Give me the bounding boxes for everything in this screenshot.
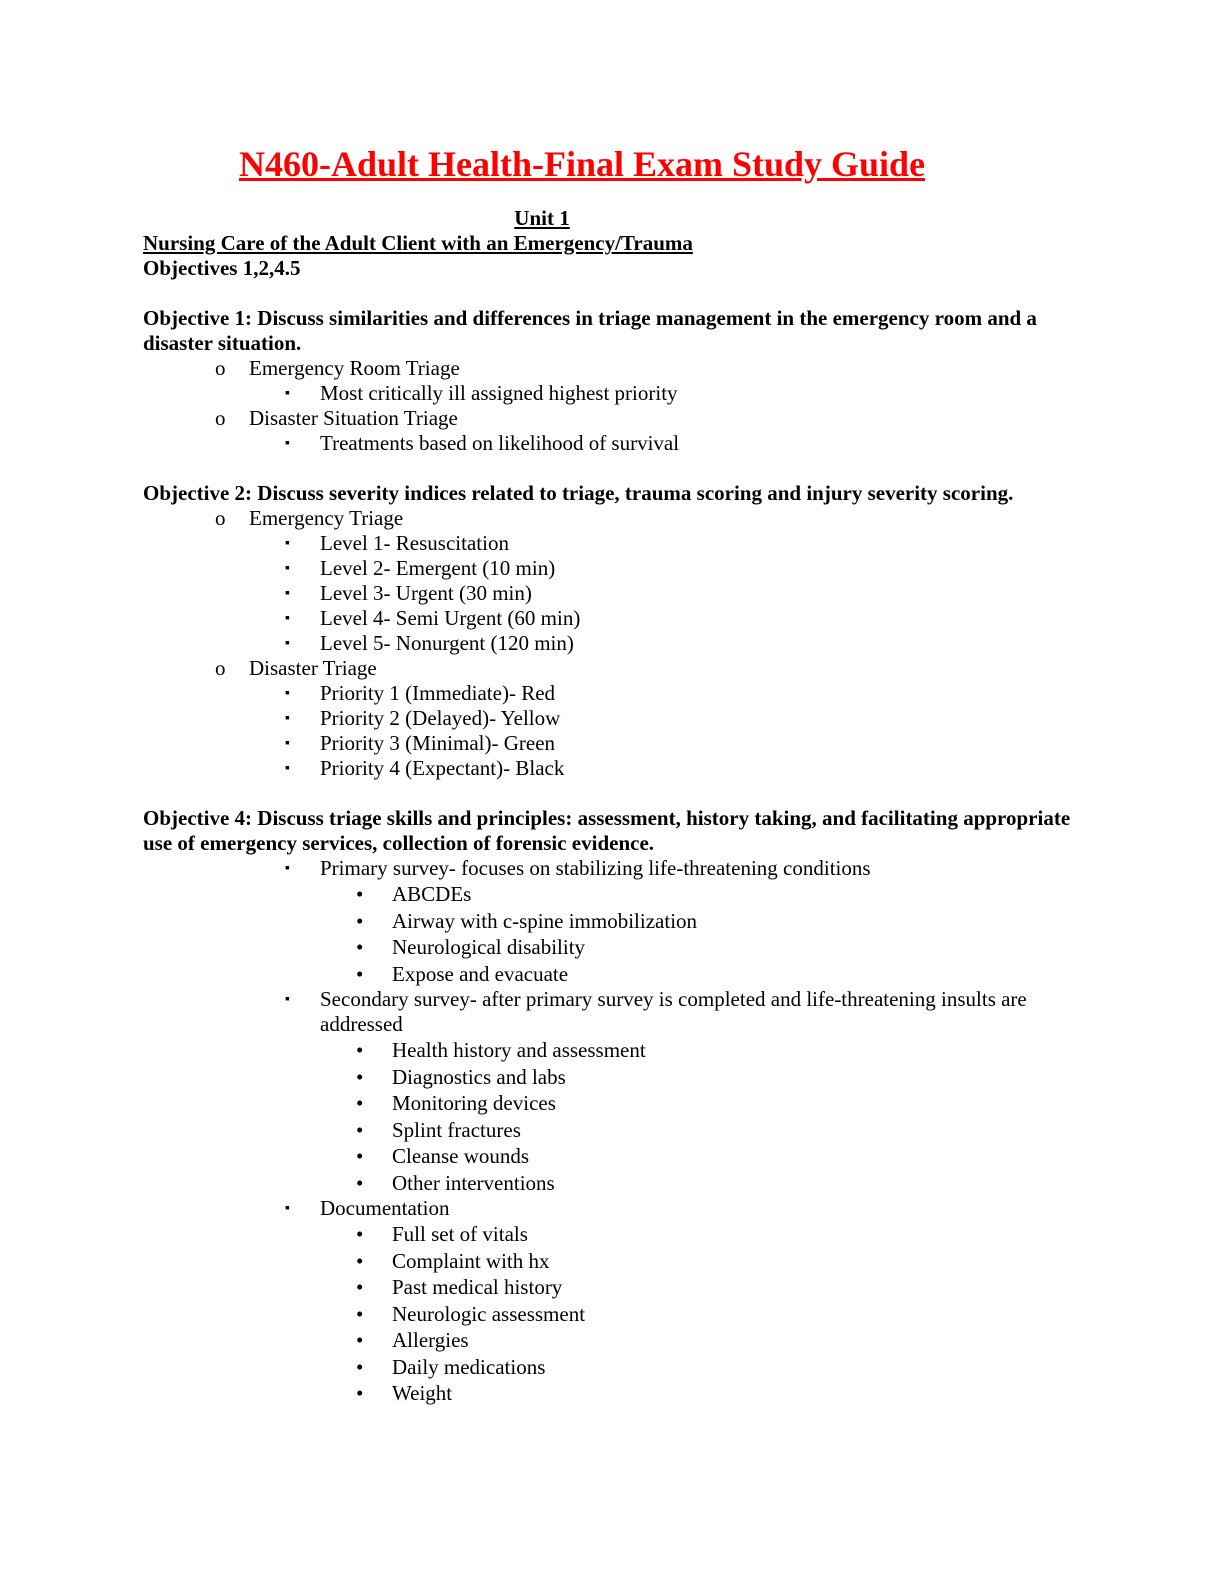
- list-item: • Allergies: [356, 1328, 469, 1352]
- list-item: • Monitoring devices: [356, 1091, 556, 1115]
- list-item: • Neurologic assessment: [356, 1301, 586, 1326]
- list-item: ▪ Most critically ill assigned highest priority: [285, 381, 678, 405]
- list-item: ▪ Treatments based on likelihood of survival: [285, 431, 680, 455]
- bullet-icon: •: [356, 1144, 364, 1168]
- list-item: • Other interventions: [356, 1170, 555, 1195]
- circle-bullet-icon: o: [215, 356, 226, 380]
- list-item: • Daily medications: [356, 1354, 546, 1379]
- bullet-icon: •: [356, 1381, 364, 1405]
- circle-bullet-icon: o: [215, 406, 226, 430]
- list-item: • Past medical history: [356, 1275, 563, 1299]
- list-item: ▪ Priority 1 (Immediate)- Red: [285, 681, 556, 705]
- square-bullet-icon: ▪: [285, 711, 290, 726]
- bullet-icon: •: [356, 1064, 364, 1089]
- bullet-icon: •: [356, 1038, 364, 1062]
- list-item: ▪ Priority 4 (Expectant)- Black: [285, 756, 565, 780]
- list-item: • Diagnostics and labs: [356, 1064, 566, 1089]
- page-title: N460-Adult Health-Final Exam Study Guide: [238, 144, 926, 184]
- circle-bullet-icon: o: [215, 506, 226, 530]
- list-item: ▪ Priority 2 (Delayed)- Yellow: [285, 706, 561, 730]
- list-item: • Weight: [356, 1381, 453, 1405]
- square-bullet-icon: ▪: [285, 536, 290, 551]
- list-item: ▪ Level 5- Nonurgent (120 min): [285, 631, 574, 655]
- square-bullet-icon: ▪: [285, 386, 290, 401]
- bullet-icon: •: [356, 1117, 364, 1142]
- list-item: • ABCDEs: [356, 882, 472, 906]
- document-page: [143, 140, 1083, 1407]
- bullet-icon: •: [356, 1328, 364, 1352]
- list-item: o Disaster Triage: [215, 656, 377, 680]
- bullet-icon: •: [356, 1170, 364, 1195]
- list-item: ▪ Documentation: [285, 1196, 450, 1220]
- square-bullet-icon: ▪: [285, 992, 290, 1007]
- bullet-icon: •: [356, 1301, 364, 1326]
- list-item: • Health history and assessment: [356, 1038, 646, 1062]
- bullet-icon: •: [356, 1248, 364, 1273]
- bullet-icon: •: [356, 908, 364, 933]
- square-bullet-icon: ▪: [285, 636, 290, 651]
- square-bullet-icon: ▪: [285, 861, 290, 876]
- square-bullet-icon: ▪: [285, 1201, 290, 1216]
- square-bullet-icon: ▪: [285, 686, 290, 701]
- bullet-icon: •: [356, 1354, 364, 1379]
- unit-heading: Unit 1: [514, 206, 570, 230]
- square-bullet-icon: ▪: [285, 586, 290, 601]
- list-item: ▪ Level 3- Urgent (30 min): [285, 581, 532, 605]
- list-item: o Disaster Situation Triage: [215, 406, 458, 430]
- section-subtitle: Nursing Care of the Adult Client with an Emergency/Trauma: [143, 231, 693, 255]
- list-item: ▪ Priority 3 (Minimal)- Green: [285, 731, 556, 755]
- list-item: o Emergency Triage: [215, 506, 404, 530]
- square-bullet-icon: ▪: [285, 736, 290, 751]
- list-item: • Neurological disability: [356, 935, 586, 959]
- list-item: ▪ Level 1- Resuscitation: [285, 531, 509, 555]
- list-item: ▪ Primary survey- focuses on stabilizing life-threatening conditions: [285, 856, 871, 880]
- objective-4-heading: Objective 4: Discuss triage skills and principles: assessment, history taking, and facilitating appropriate use of emergency services, collection of forensic evidence.: [143, 806, 1071, 855]
- square-bullet-icon: ▪: [285, 436, 290, 451]
- list-item: • Airway with c-spine immobilization: [356, 908, 698, 933]
- list-item: • Cleanse wounds: [356, 1144, 530, 1168]
- square-bullet-icon: ▪: [285, 761, 290, 776]
- list-item: o Emergency Room Triage: [215, 356, 460, 380]
- bullet-icon: •: [356, 1222, 364, 1246]
- list-item: ▪ Level 4- Semi Urgent (60 min): [285, 606, 581, 630]
- square-bullet-icon: ▪: [285, 611, 290, 626]
- list-item: • Full set of vitals: [356, 1222, 528, 1246]
- bullet-icon: •: [356, 882, 364, 906]
- list-item: • Splint fractures: [356, 1117, 521, 1142]
- objective-1-heading: Objective 1: Discuss similarities and differences in triage management in the emergency room and a disaster situation.: [143, 306, 1037, 355]
- objective-2-heading: Objective 2: Discuss severity indices related to triage, trauma scoring and injury severity scoring.: [143, 481, 1014, 505]
- list-item: • Expose and evacuate: [356, 961, 569, 986]
- objectives-line: Objectives 1,2,4.5: [143, 256, 301, 280]
- bullet-icon: •: [356, 961, 364, 986]
- square-bullet-icon: ▪: [285, 561, 290, 576]
- bullet-icon: •: [356, 1275, 364, 1299]
- circle-bullet-icon: o: [215, 656, 226, 680]
- list-item: • Complaint with hx: [356, 1248, 550, 1273]
- bullet-icon: •: [356, 935, 364, 959]
- list-item: ▪ Level 2- Emergent (10 min): [285, 556, 556, 580]
- bullet-icon: •: [356, 1091, 364, 1115]
- list-item: ▪ Secondary survey- after primary survey is completed and life-threatening insults are addressed: [285, 987, 1027, 1036]
